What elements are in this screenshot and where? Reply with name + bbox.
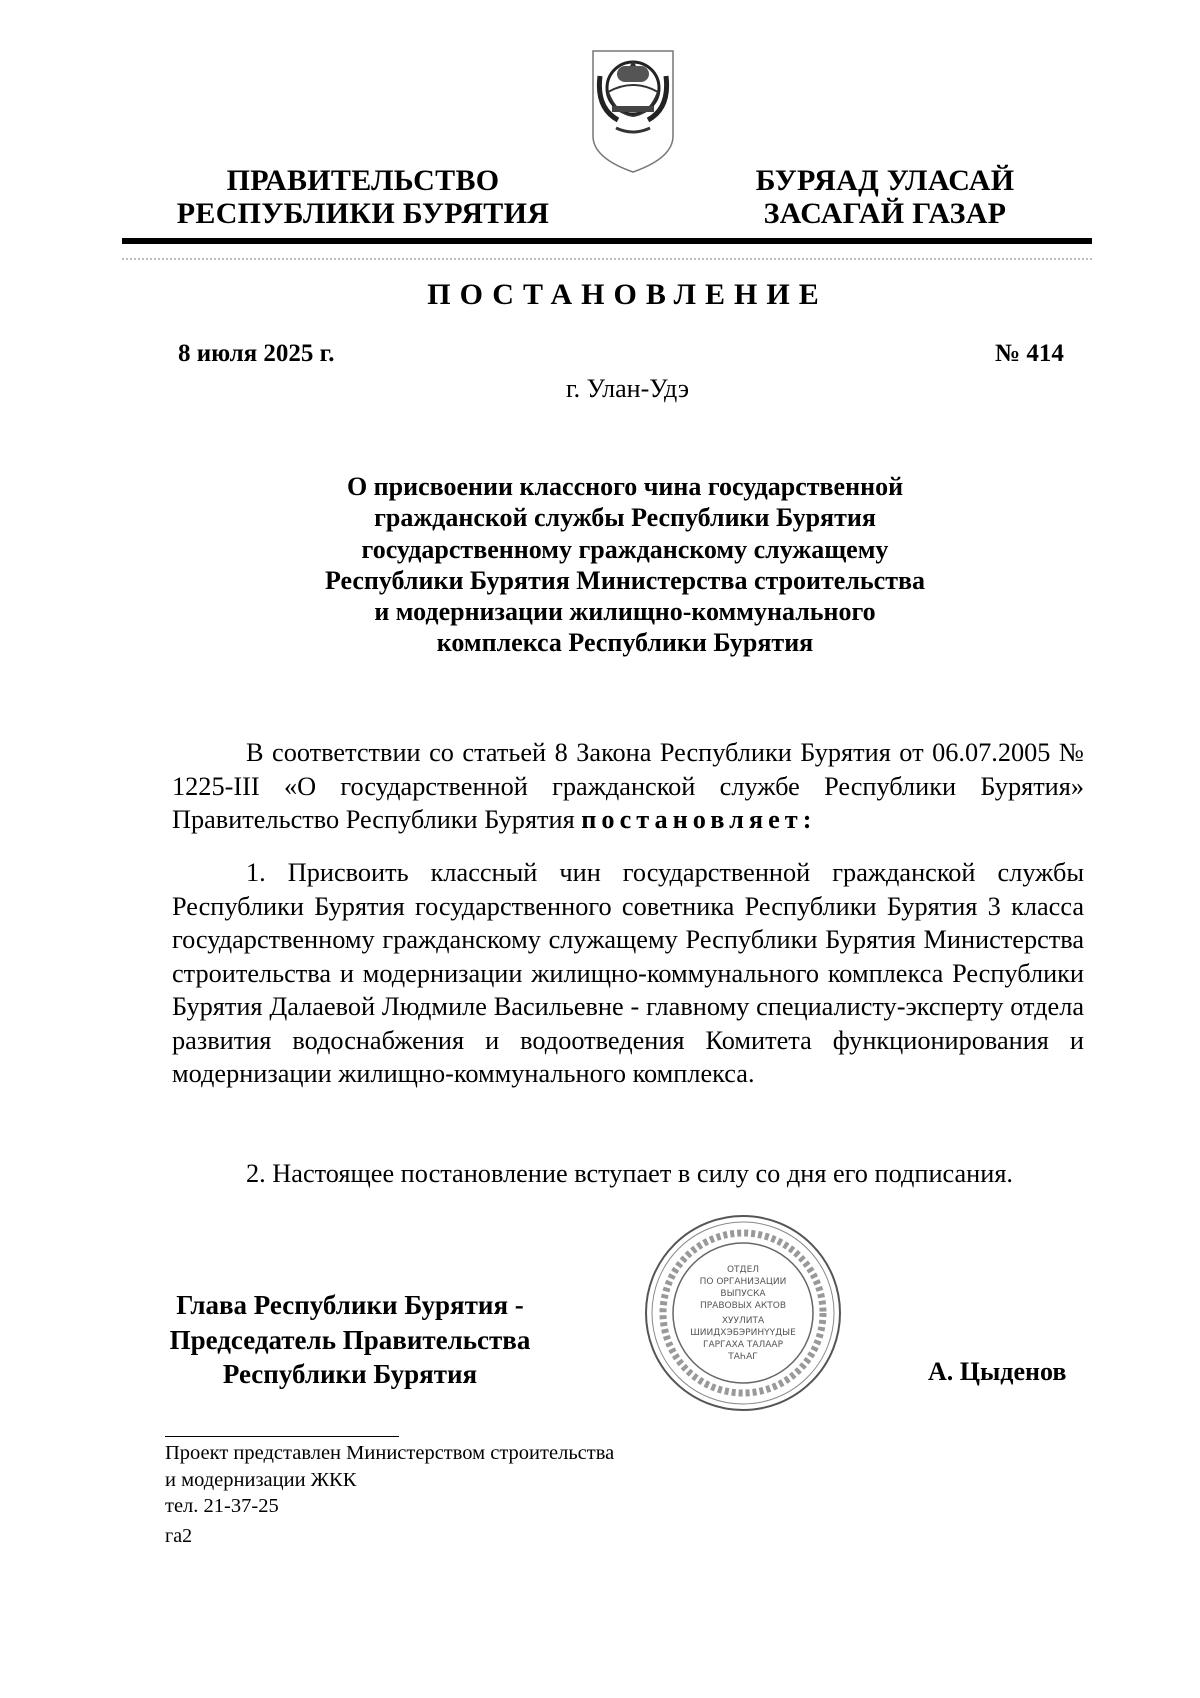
title-line: Республики Бурятия Министерства строительства: [324, 565, 926, 595]
document-type: ПОСТАНОВЛЕНИЕ: [427, 278, 828, 311]
position-line1: Глава Республики Бурятия -: [176, 1290, 524, 1320]
title-line: комплекса Республики Бурятия: [436, 628, 814, 658]
org-left-line1: ПРАВИТЕЛЬСТВО: [226, 164, 500, 197]
header-divider: [122, 238, 1092, 244]
position-line3: Республики Бурятия: [222, 1359, 478, 1389]
position-line2: Председатель Правительства: [169, 1324, 531, 1355]
svg-text:ШИИДХЭБЭРИНҮҮДЫЕ: ШИИДХЭБЭРИНҮҮДЫЕ: [690, 1328, 796, 1338]
document-city: г. Улан-Удэ: [565, 374, 690, 403]
item2-text: 2. Настоящее постановление вступает в силу со дня его подписания.: [246, 1159, 1014, 1188]
official-seal-stamp: [643, 1210, 843, 1416]
header-divider-dotted: [122, 258, 1092, 260]
title-line: государственному гражданскому служащему: [361, 534, 889, 564]
title-line: и модернизации жилищно-коммунального: [374, 597, 876, 627]
resolves-word: постановляет:: [581, 805, 817, 834]
svg-text:ГАРГАХА ТАЛААР: ГАРГАХА ТАЛААР: [702, 1340, 784, 1350]
title-line: О присвоении классного чина государственной: [346, 472, 904, 501]
org-left-line2: РЕСПУБЛИКИ БУРЯТИЯ: [176, 197, 550, 230]
svg-text:ХУУЛИТА: ХУУЛИТА: [721, 1316, 765, 1326]
resolution-item-2: [172, 1157, 1084, 1191]
footnote-line1: Проект представлен Министерством строительства: [165, 1442, 615, 1464]
svg-text:ПО ОРГАНИЗАЦИИ: ПО ОРГАНИЗАЦИИ: [699, 1277, 787, 1287]
title-line: гражданской службы Республики Бурятия: [374, 503, 876, 533]
svg-text:ПРАВОВЫХ АКТОВ: ПРАВОВЫХ АКТОВ: [699, 1301, 787, 1311]
footnote-line2: и модернизации ЖКК: [165, 1468, 357, 1491]
coat-of-arms-icon: [590, 48, 676, 176]
signatory-name: А. Цыденов: [928, 1357, 1067, 1386]
preamble-paragraph: [172, 736, 1084, 837]
org-right-line1: БУРЯАД УЛАСАЙ: [755, 164, 1015, 197]
org-name-russian: [168, 164, 558, 230]
svg-text:ВЫПУСКА: ВЫПУСКА: [720, 1289, 766, 1299]
document-date: 8 июля 2025 г.: [178, 340, 335, 367]
svg-text:ТАҺАГ: ТАҺАГ: [728, 1352, 758, 1362]
resolution-item-1: [172, 856, 1084, 1091]
document-title: [230, 471, 1020, 659]
signatory-position: [150, 1288, 550, 1392]
footnote-divider: [165, 1436, 399, 1437]
project-footnote: [165, 1440, 614, 1520]
footnote-phone: тел. 21-37-25: [165, 1495, 279, 1517]
preamble-text: В соответствии со статьей 8 Закона Республики Бурятия от 06.07.2005 № 1225-III «О государственной гражданской службе Республики Бурятия» Правительство Республики Бурятия: [172, 738, 1084, 834]
org-name-buryat: [740, 164, 1030, 230]
item1-text: 1. Присвоить классный чин государственной гражданской службы Республики Бурятия государственного советника Республики Бурятия 3 класса государственному гражданскому служащему Республики Бурятия Министерства строительства и модернизации жилищно-коммунального комплекса Республики Бурятия Далаевой Людмиле Васильевне - главному специалисту-эксперту отдела развития водоснабжения и водоотведения Комитета функционирования и модернизации жилищно-коммунального комплекса.: [172, 858, 1084, 1088]
document-number: № 414: [995, 340, 1064, 367]
org-right-line2: ЗАСАГАЙ ГАЗАР: [763, 197, 1007, 230]
registry-mark: га2: [165, 1525, 193, 1547]
svg-text:ОТДЕЛ: ОТДЕЛ: [726, 1265, 760, 1275]
